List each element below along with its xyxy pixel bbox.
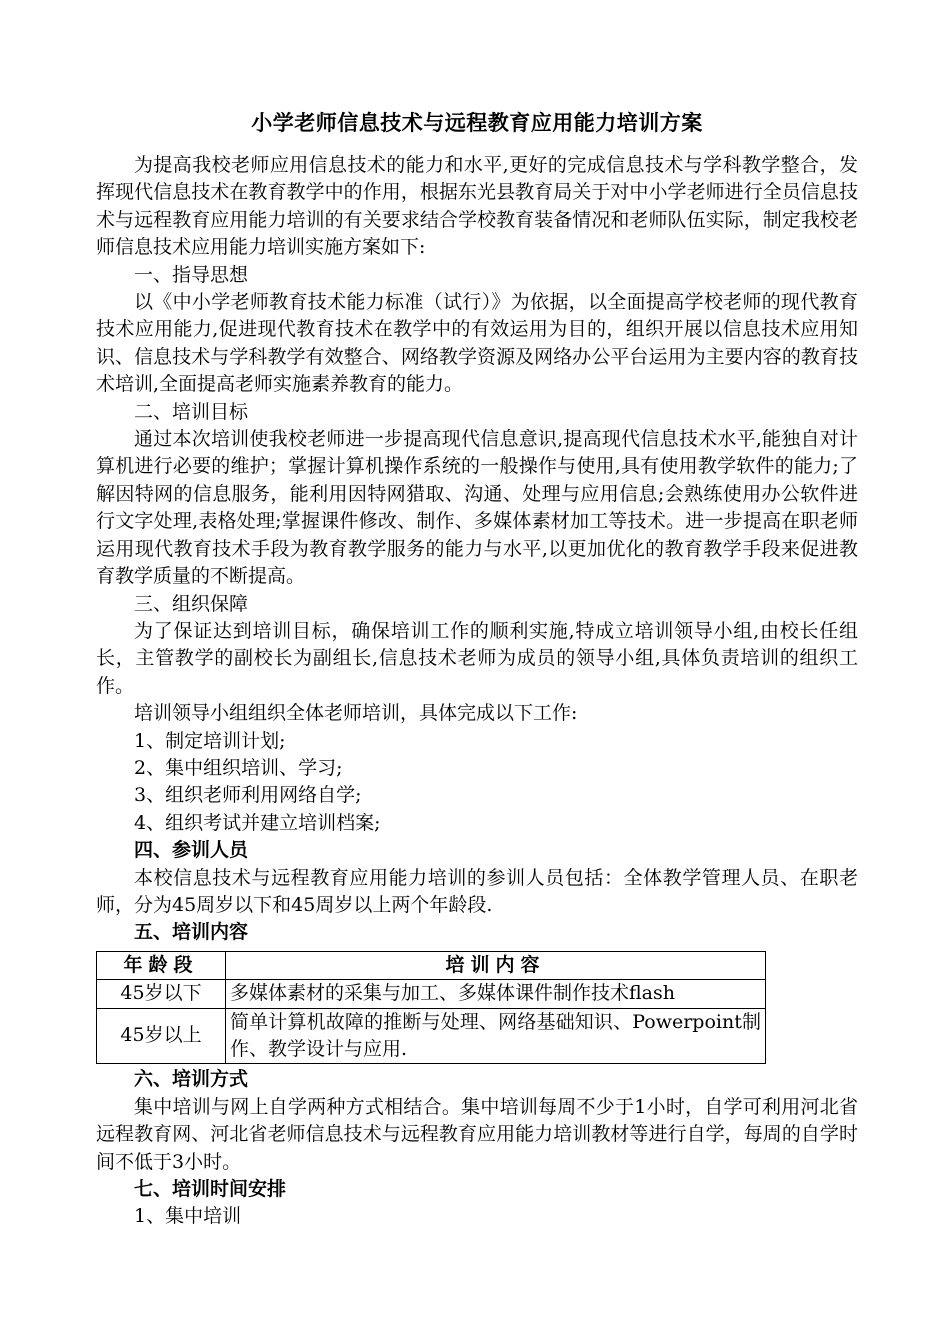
table-header-row	[97, 951, 766, 979]
task-item: 1、制定培训计划;	[134, 729, 286, 752]
section-heading-organization: 三、组织保障	[134, 592, 249, 615]
document-page	[96, 108, 858, 1231]
table-row	[97, 980, 766, 1008]
task-item: 2、集中组织培训、学习;	[134, 756, 343, 779]
table-header-age-group: 年龄段	[97, 951, 226, 979]
section-heading-guiding-ideology: 一、指导思想	[134, 263, 249, 286]
participants-paragraph: 本校信息技术与远程教育应用能力培训的参训人员包括：全体教学管理人员、在职老师，分为45周岁以下和45周岁以上两个年龄段.	[96, 866, 858, 916]
tasks-intro: 培训领导小组组织全体老师培训，具体完成以下工作:	[134, 702, 578, 725]
table-cell-content: 简单计算机故障的推断与处理、网络基础知识、Powerpoint制作、教学设计与应用.	[226, 1008, 766, 1064]
table-row	[97, 1008, 766, 1064]
section-heading-participants: 四、参训人员	[134, 839, 249, 862]
document-title: 小学老师信息技术与远程教育应用能力培训方案	[251, 111, 703, 135]
guiding-ideology-paragraph: 以《中小学老师教育技术能力标准（试行）》为依据，以全面提高学校老师的现代教育技术应用能力,促进现代教育技术在教学中的有效运用为目的，组织开展以信息技术应用知识、信息技术与学科教学有效整合、网络教学资源及网络办公平台运用为主要内容的教育技术培训,全面提高老师实施素养教育的能力。	[96, 291, 858, 396]
training-content-table	[96, 951, 766, 1065]
section-heading-training-goals: 二、培训目标	[134, 400, 249, 423]
section-heading-training-method: 六、培训方式	[134, 1068, 249, 1091]
table-header-training-content: 培训内容	[226, 951, 766, 979]
table-cell-content: 多媒体素材的采集与加工、多媒体课件制作技术flash	[226, 980, 766, 1008]
schedule-item: 1、集中培训	[134, 1205, 242, 1228]
section-heading-schedule: 七、培训时间安排	[134, 1178, 287, 1201]
intro-paragraph: 为提高我校老师应用信息技术的能力和水平,更好的完成信息技术与学科教学整合，发挥现代信息技术在教育教学中的作用，根据东光县教育局关于对中小学老师进行全员信息技术与远程教育应用能力培训的有关要求结合学校教育装备情况和老师队伍实际，制定我校老师信息技术应用能力培训实施方案如下:	[96, 154, 858, 259]
task-item: 4、组织考试并建立培训档案;	[134, 811, 381, 834]
table-cell-age: 45岁以下	[97, 980, 226, 1008]
section-heading-training-content: 五、培训内容	[134, 921, 249, 944]
organization-paragraph: 为了保证达到培训目标，确保培训工作的顺利实施,特成立培训领导小组,由校长任组长，主管教学的副校长为副组长,信息技术老师为成员的领导小组,具体负责培训的组织工作。	[96, 619, 858, 697]
task-item: 3、组织老师利用网络自学;	[134, 784, 362, 807]
training-method-paragraph: 集中培训与网上自学两种方式相结合。集中培训每周不少于1小时，自学可利用河北省远程教育网、河北省老师信息技术与远程教育应用能力培训教材等进行自学，每周的自学时间不低于3小时。	[96, 1095, 858, 1173]
training-goals-paragraph: 通过本次培训使我校老师进一步提高现代信息意识,提高现代信息技术水平,能独自对计算机进行必要的维护；掌握计算机操作系统的一般操作与使用,具有使用教学软件的能力;了解因特网的信息服务，能利用因特网猎取、沟通、处理与应用信息;会熟练使用办公软件进行文字处理,表格处理;掌握课件修改、制作、多媒体素材加工等技术。进一步提高在职老师运用现代教育技术手段为教育教学服务的能力与水平,以更加优化的教育教学手段来促进教育教学质量的不断提高。	[96, 428, 858, 588]
table-cell-age: 45岁以上	[97, 1008, 226, 1064]
